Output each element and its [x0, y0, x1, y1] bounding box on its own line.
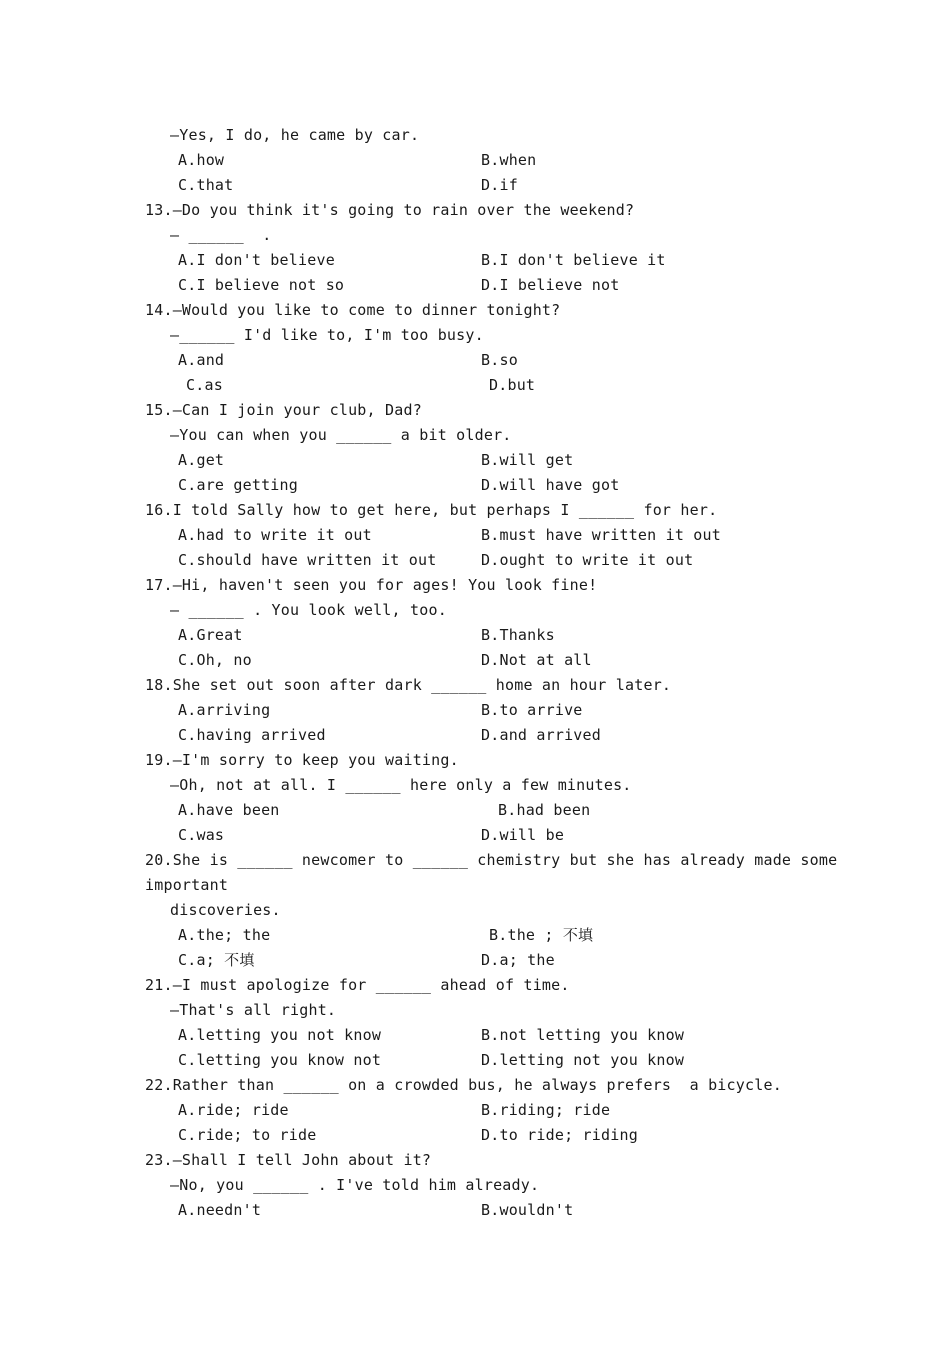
option-d: D.and arrived	[481, 726, 601, 744]
question-19: 19.—I'm sorry to keep you waiting.	[145, 751, 459, 769]
option-b: B.I don't believe it	[481, 251, 666, 269]
option-d: D.will have got	[481, 476, 620, 494]
option-b: B.must have written it out	[481, 526, 721, 544]
question-20-continued: discoveries.	[170, 901, 281, 919]
option-d: D.if	[481, 176, 518, 194]
option-c: C.letting you know not	[178, 1051, 382, 1069]
question-14: 14.—Would you like to come to dinner tonight?	[145, 301, 561, 319]
option-b: B.not letting you know	[481, 1026, 685, 1044]
answer-line: — ______ .	[170, 226, 272, 244]
option-a: A.needn't	[178, 1201, 262, 1219]
question-21: 21.—I must apologize for ______ ahead of time.	[145, 976, 570, 994]
option-a: A.have been	[178, 801, 280, 819]
option-d: D.to ride; riding	[481, 1126, 638, 1144]
option-b: B.wouldn't	[481, 1201, 574, 1219]
option-d: D.but	[489, 376, 536, 394]
answer-line: —______ I'd like to, I'm too busy.	[170, 326, 484, 344]
option-c: C.as	[186, 376, 223, 394]
option-d: D.will be	[481, 826, 565, 844]
question-17: 17.—Hi, haven't seen you for ages! You look fine!	[145, 576, 598, 594]
answer-line: —Yes, I do, he came by car.	[170, 126, 420, 144]
answer-line: —That's all right.	[170, 1001, 337, 1019]
answer-line: —Oh, not at all. I ______ here only a few minutes.	[170, 776, 632, 794]
option-a: A.had to write it out	[178, 526, 372, 544]
question-18: 18.She set out soon after dark ______ home an hour later.	[145, 676, 672, 694]
option-d: D.Not at all	[481, 651, 592, 669]
option-a: A.get	[178, 451, 225, 469]
answer-line: —You can when you ______ a bit older.	[170, 426, 512, 444]
option-c: C.that	[178, 176, 234, 194]
option-c: C.Oh, no	[178, 651, 252, 669]
option-d: D.I believe not	[481, 276, 620, 294]
option-a: A.ride; ride	[178, 1101, 289, 1119]
question-16: 16.I told Sally how to get here, but perhaps I ______ for her.	[145, 501, 718, 519]
option-d: D.letting not you know	[481, 1051, 685, 1069]
option-a: A.Great	[178, 626, 243, 644]
option-c: C.should have written it out	[178, 551, 437, 569]
option-a: A.how	[178, 151, 225, 169]
option-b: B.to arrive	[481, 701, 583, 719]
option-c: C.ride; to ride	[178, 1126, 317, 1144]
question-23: 23.—Shall I tell John about it?	[145, 1151, 432, 1169]
option-c: C.a; 不填	[178, 951, 255, 969]
answer-line: —No, you ______ . I've told him already.	[170, 1176, 540, 1194]
question-22: 22.Rather than ______ on a crowded bus, he always prefers a bicycle.	[145, 1076, 782, 1094]
option-c: C.was	[178, 826, 225, 844]
question-20-continued: important	[145, 876, 229, 894]
option-b: B.so	[481, 351, 518, 369]
option-b: B.the ; 不填	[489, 926, 594, 944]
question-15: 15.—Can I join your club, Dad?	[145, 401, 422, 419]
option-c: C.are getting	[178, 476, 298, 494]
option-a: A.and	[178, 351, 225, 369]
option-b: B.will get	[481, 451, 574, 469]
question-20: 20.She is ______ newcomer to ______ chemistry but she has already made some	[145, 851, 838, 869]
answer-line: — ______ . You look well, too.	[170, 601, 447, 619]
option-b: B.had been	[498, 801, 591, 819]
option-a: A.arriving	[178, 701, 271, 719]
option-d: D.ought to write it out	[481, 551, 694, 569]
option-a: A.the; the	[178, 926, 271, 944]
option-c: C.I believe not so	[178, 276, 345, 294]
option-a: A.I don't believe	[178, 251, 335, 269]
option-b: B.riding; ride	[481, 1101, 611, 1119]
option-c: C.having arrived	[178, 726, 326, 744]
option-b: B.when	[481, 151, 537, 169]
option-a: A.letting you not know	[178, 1026, 382, 1044]
option-d: D.a; the	[481, 951, 555, 969]
question-13: 13.—Do you think it's going to rain over the weekend?	[145, 201, 635, 219]
option-b: B.Thanks	[481, 626, 555, 644]
